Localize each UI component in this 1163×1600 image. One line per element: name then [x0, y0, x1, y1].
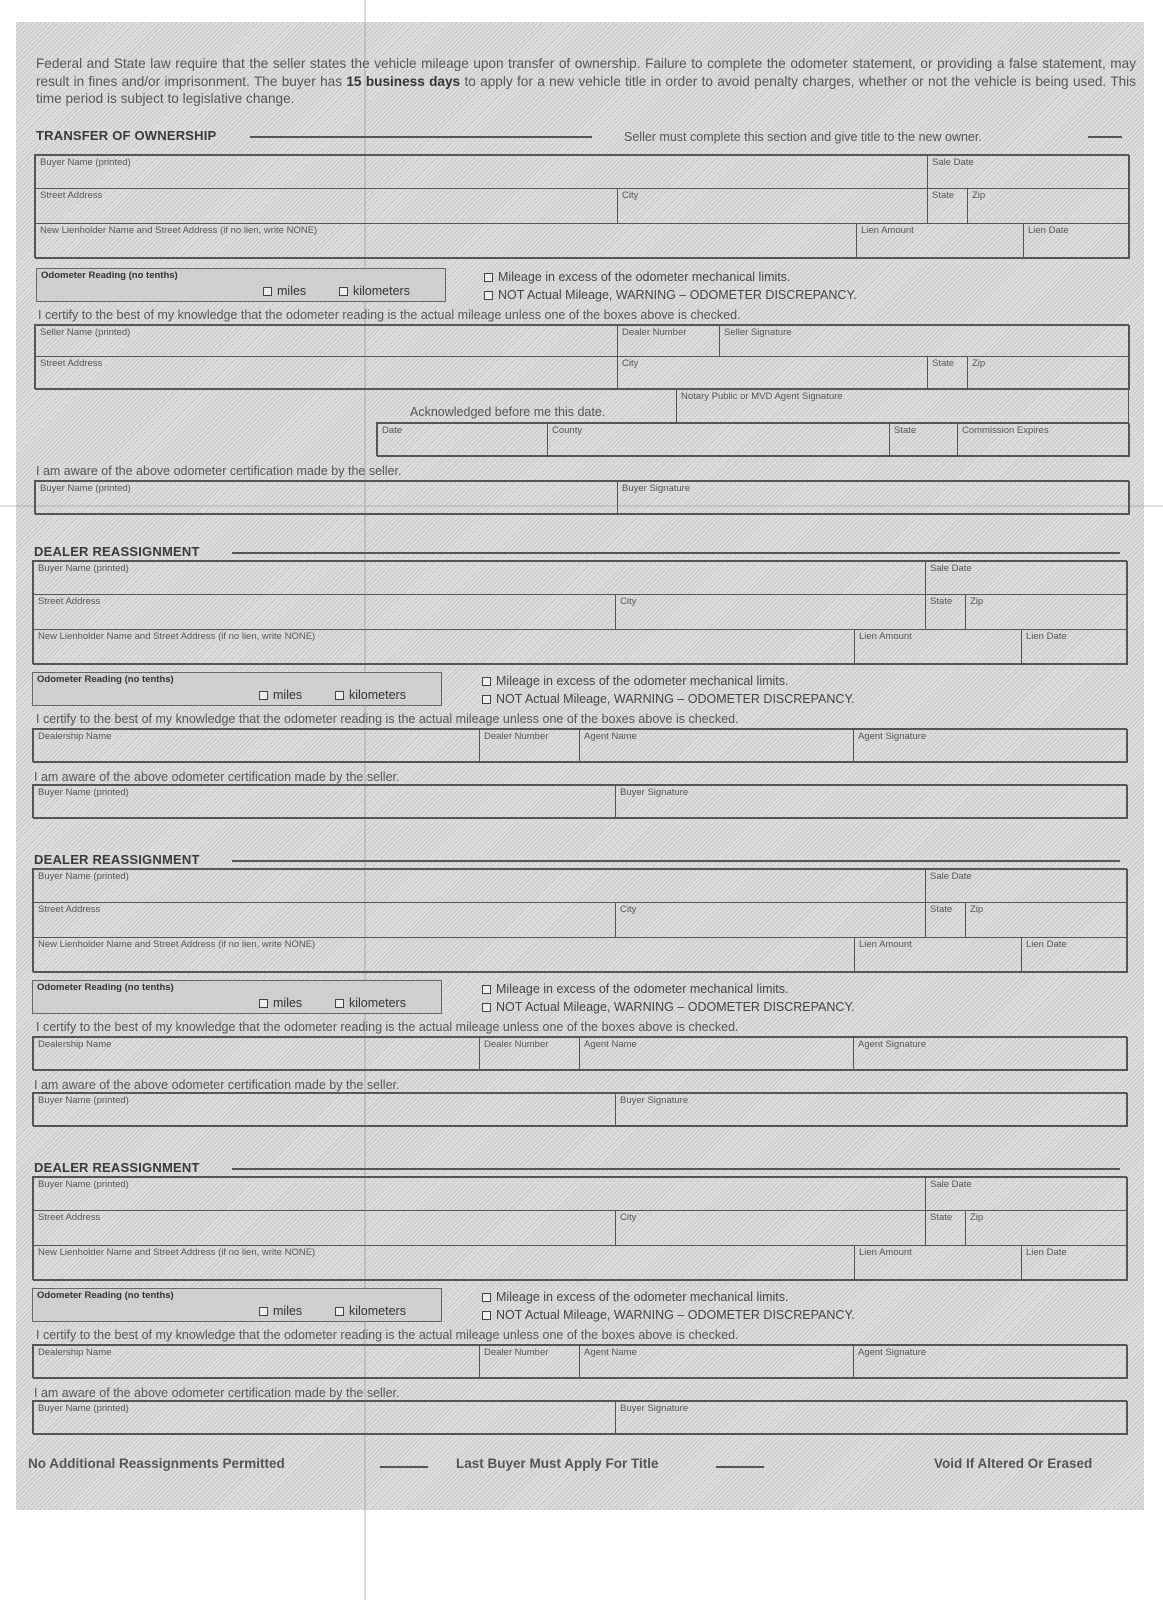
agent-signature-field[interactable]: [853, 729, 1128, 763]
dealership-name-field[interactable]: [33, 1037, 480, 1071]
not-actual-label: NOT Actual Mileage, WARNING – ODOMETER DISCREPANCY.: [496, 692, 855, 706]
section-rule-end: [1088, 136, 1122, 138]
seller-zip-field[interactable]: [967, 356, 1130, 390]
field-label: Sale Date: [932, 157, 974, 168]
lien-amount-field[interactable]: [854, 1245, 1022, 1281]
sale-date-field[interactable]: [925, 1177, 1128, 1211]
dealer-reassignment-section: [0, 1160, 1163, 1460]
buyer-signature-field[interactable]: [615, 785, 1128, 819]
miles-label: miles: [273, 996, 303, 1010]
field-label: Buyer Name (printed): [38, 1095, 129, 1106]
buyer-signature-box: [34, 480, 1129, 514]
miles-label: miles: [273, 688, 303, 702]
mileage-excess-label: Mileage in excess of the odometer mechanical limits.: [496, 674, 789, 688]
odometer-reading-field[interactable]: [32, 672, 442, 706]
field-label: Buyer Name (printed): [38, 787, 129, 798]
miles-checkbox[interactable]: [263, 287, 272, 296]
zip-field[interactable]: [965, 1210, 1128, 1246]
field-label: Commission Expires: [962, 425, 1049, 436]
mileage-excess-label: Mileage in excess of the odometer mechanical limits.: [496, 982, 789, 996]
not-actual-mileage-option: [482, 692, 855, 706]
kilometers-checkbox[interactable]: [335, 999, 344, 1008]
not-actual-label: NOT Actual Mileage, WARNING – ODOMETER DISCREPANCY.: [498, 288, 857, 302]
field-label: Lien Date: [1026, 939, 1067, 950]
section-rule: [232, 1168, 1120, 1170]
certify-statement: I certify to the best of my knowledge that the odometer reading is the actual mileage unless one of the boxes above is checked.: [36, 712, 739, 726]
field-label: Street Address: [38, 1212, 101, 1223]
section-note: Seller must complete this section and give title to the new owner.: [624, 130, 982, 144]
kilometers-label: kilometers: [349, 688, 406, 702]
field-label: Zip: [972, 190, 986, 201]
mileage-excess-option: [484, 270, 791, 284]
lien-date-field[interactable]: [1021, 937, 1128, 973]
not-actual-checkbox[interactable]: [482, 1003, 491, 1012]
miles-option: [263, 284, 306, 298]
kilometers-option: [335, 688, 406, 702]
section-title: DEALER REASSIGNMENT: [34, 852, 200, 867]
footer-rule-left: [380, 1466, 428, 1468]
aware-statement: I am aware of the above odometer certification made by the seller.: [36, 464, 402, 478]
field-label: Street Address: [38, 596, 101, 607]
buyer-signature-box: [32, 1092, 1127, 1126]
zip-field[interactable]: [965, 902, 1128, 938]
field-label: Lien Date: [1028, 225, 1069, 236]
aware-statement: I am aware of the above odometer certification made by the seller.: [34, 1386, 400, 1400]
field-label: New Lienholder Name and Street Address (if no lien, write NONE): [38, 631, 316, 642]
footer-left-text: No Additional Reassignments Permitted: [28, 1456, 285, 1471]
lien-amount-field[interactable]: [854, 937, 1022, 973]
aware-statement: I am aware of the above odometer certification made by the seller.: [34, 770, 400, 784]
lienholder-field[interactable]: [33, 1245, 855, 1281]
field-label: Dealer Number: [622, 327, 687, 338]
odometer-label: Odometer Reading (no tenths): [37, 1290, 174, 1301]
dealer-reassignment-section: [0, 544, 1163, 844]
field-label: Notary Public or MVD Agent Signature: [681, 391, 843, 402]
notary-signature-field[interactable]: [676, 389, 1129, 423]
not-actual-mileage-option: [484, 288, 857, 302]
mileage-excess-checkbox[interactable]: [482, 1293, 491, 1302]
field-label: Agent Signature: [858, 1347, 927, 1358]
field-label: State: [930, 1212, 953, 1223]
field-label: Dealership Name: [38, 1347, 112, 1358]
state-field[interactable]: [925, 902, 966, 938]
not-actual-label: NOT Actual Mileage, WARNING – ODOMETER DISCREPANCY.: [496, 1308, 855, 1322]
section-title: DEALER REASSIGNMENT: [34, 1160, 200, 1175]
buyer-info-box: [32, 868, 1127, 972]
buyer-name-printed-field[interactable]: [35, 481, 618, 515]
field-label: Lien Date: [1026, 631, 1067, 642]
intro-bold-days: 15 business days: [346, 73, 461, 89]
field-label: Buyer Signature: [620, 1403, 689, 1414]
dealer-number-field[interactable]: [479, 729, 580, 763]
field-label: City: [622, 358, 639, 369]
field-label: City: [622, 190, 639, 201]
field-label: Buyer Name (printed): [40, 157, 131, 168]
odometer-label: Odometer Reading (no tenths): [41, 270, 178, 281]
not-actual-mileage-option: [482, 1000, 855, 1014]
agent-name-field[interactable]: [579, 1037, 854, 1071]
field-label: Date: [382, 425, 403, 436]
field-label: Buyer Signature: [620, 1095, 689, 1106]
lien-amount-field[interactable]: [856, 223, 1024, 259]
field-label: State: [932, 358, 955, 369]
field-label: Street Address: [40, 190, 103, 201]
buyer-signature-field[interactable]: [615, 1093, 1128, 1127]
intro-paragraph: [36, 55, 1136, 108]
miles-label: miles: [277, 284, 307, 298]
street-address-field[interactable]: [33, 902, 616, 938]
street-address-field[interactable]: [33, 594, 616, 630]
kilometers-label: kilometers: [349, 996, 406, 1010]
field-label: Buyer Signature: [622, 483, 691, 494]
field-label: State: [930, 904, 953, 915]
field-label: Sale Date: [930, 1179, 972, 1190]
not-actual-checkbox[interactable]: [482, 695, 491, 704]
notary-county-field[interactable]: [547, 423, 890, 457]
certify-statement: I certify to the best of my knowledge that the odometer reading is the actual mileage unless one of the boxes above is checked.: [36, 1020, 739, 1034]
seller-state-field[interactable]: [927, 356, 968, 390]
field-label: State: [894, 425, 917, 436]
seller-street-field[interactable]: [35, 356, 618, 390]
field-label: Lien Amount: [859, 631, 912, 642]
buyer-name-printed-field[interactable]: [33, 1401, 616, 1435]
state-field[interactable]: [927, 188, 968, 224]
mileage-excess-label: Mileage in excess of the odometer mechanical limits.: [498, 270, 791, 284]
buyer-info-box: [32, 560, 1127, 664]
field-label: Dealership Name: [38, 731, 112, 742]
field-label: Sale Date: [930, 563, 972, 574]
field-label: County: [552, 425, 583, 436]
not-actual-label: NOT Actual Mileage, WARNING – ODOMETER DISCREPANCY.: [496, 1000, 855, 1014]
dealer-number-field[interactable]: [617, 325, 720, 357]
street-address-field[interactable]: [35, 188, 618, 224]
odometer-label: Odometer Reading (no tenths): [37, 674, 174, 685]
mileage-excess-checkbox[interactable]: [482, 985, 491, 994]
city-field[interactable]: [617, 188, 928, 224]
buyer-name-field[interactable]: [35, 155, 928, 189]
field-label: Zip: [970, 596, 984, 607]
mileage-excess-checkbox[interactable]: [482, 677, 491, 686]
city-field[interactable]: [615, 1210, 926, 1246]
intro-text-2: to apply for a new vehicle title in order to avoid penalty charges, whether or not the vehicle is being used. This time period is subject to legislative change.: [36, 73, 1137, 106]
field-label: Street Address: [38, 904, 101, 915]
mileage-excess-option: [482, 982, 789, 996]
miles-checkbox[interactable]: [259, 999, 268, 1008]
field-label: Seller Name (printed): [40, 327, 131, 338]
dealer-number-field[interactable]: [479, 1037, 580, 1071]
intro-text-1: Federal and State law require that the seller states the vehicle mileage upon transfer of ownership. Failure to complete the odometer statement, or providing a false statement, may result in fines and/or imprisonment. The buyer has: [36, 56, 1136, 89]
notary-state-field[interactable]: [889, 423, 958, 457]
field-label: Lien Date: [1026, 1247, 1067, 1258]
sale-date-field[interactable]: [925, 561, 1128, 595]
dealership-name-field[interactable]: [33, 1345, 480, 1379]
not-actual-mileage-option: [482, 1308, 855, 1322]
sale-date-field[interactable]: [925, 869, 1128, 903]
seller-info-box: [34, 324, 1129, 389]
certify-statement: I certify to the best of my knowledge that the odometer reading is the actual mileage unless one of the boxes above is checked.: [36, 1328, 739, 1342]
footer-center-text: Last Buyer Must Apply For Title: [456, 1456, 659, 1471]
odometer-reading-field[interactable]: [32, 1288, 442, 1322]
kilometers-option: [339, 284, 410, 298]
field-label: Buyer Signature: [620, 787, 689, 798]
miles-label: miles: [273, 1304, 303, 1318]
kilometers-label: kilometers: [349, 1304, 406, 1318]
buyer-signature-field[interactable]: [615, 1401, 1128, 1435]
city-field[interactable]: [615, 902, 926, 938]
kilometers-option: [335, 996, 406, 1010]
aware-statement: I am aware of the above odometer certification made by the seller.: [34, 1078, 400, 1092]
kilometers-checkbox[interactable]: [335, 691, 344, 700]
buyer-name-printed-field[interactable]: [33, 1093, 616, 1127]
buyer-info-box: [32, 1176, 1127, 1280]
kilometers-label: kilometers: [353, 284, 410, 298]
state-field[interactable]: [925, 1210, 966, 1246]
kilometers-checkbox[interactable]: [339, 287, 348, 296]
kilometers-checkbox[interactable]: [335, 1307, 344, 1316]
commission-expires-field[interactable]: [957, 423, 1130, 457]
footer-right-text: Void If Altered Or Erased: [934, 1456, 1093, 1471]
state-field[interactable]: [925, 594, 966, 630]
mileage-excess-option: [482, 1290, 789, 1304]
field-label: Buyer Name (printed): [38, 871, 129, 882]
lienholder-field[interactable]: [35, 223, 857, 259]
seller-city-field[interactable]: [617, 356, 928, 390]
buyer-name-printed-field[interactable]: [33, 785, 616, 819]
field-label: State: [932, 190, 955, 201]
odometer-label: Odometer Reading (no tenths): [37, 982, 174, 993]
lien-date-field[interactable]: [1023, 223, 1130, 259]
section-rule: [232, 860, 1120, 862]
field-label: Buyer Name (printed): [40, 483, 131, 494]
miles-checkbox[interactable]: [259, 1307, 268, 1316]
lienholder-field[interactable]: [33, 937, 855, 973]
field-label: New Lienholder Name and Street Address (if no lien, write NONE): [40, 225, 318, 236]
agent-signature-field[interactable]: [853, 1037, 1128, 1071]
field-label: Agent Name: [584, 731, 637, 742]
street-address-field[interactable]: [33, 1210, 616, 1246]
sale-date-field[interactable]: [927, 155, 1130, 189]
field-label: Buyer Name (printed): [38, 1179, 129, 1190]
seller-name-field[interactable]: [35, 325, 618, 357]
buyer-signature-field[interactable]: [617, 481, 1130, 515]
agent-name-field[interactable]: [579, 729, 854, 763]
field-label: Dealership Name: [38, 1039, 112, 1050]
miles-checkbox[interactable]: [259, 691, 268, 700]
transfer-of-ownership-section: [0, 128, 1163, 494]
buyer-signature-box: [32, 1400, 1127, 1434]
mileage-excess-label: Mileage in excess of the odometer mechanical limits.: [496, 1290, 789, 1304]
buyer-info-box: [34, 154, 1129, 258]
field-label: Dealer Number: [484, 1347, 549, 1358]
notary-box: [376, 422, 1129, 456]
field-label: Lien Amount: [859, 939, 912, 950]
buyer-name-field[interactable]: [33, 1177, 926, 1211]
acknowledged-text: Acknowledged before me this date.: [410, 405, 606, 419]
field-label: Lien Amount: [859, 1247, 912, 1258]
not-actual-checkbox[interactable]: [482, 1311, 491, 1320]
footer-rule-right: [716, 1466, 764, 1468]
miles-option: [259, 688, 302, 702]
lien-date-field[interactable]: [1021, 1245, 1128, 1281]
dealership-name-field[interactable]: [33, 729, 480, 763]
odometer-reading-field[interactable]: [36, 268, 446, 302]
field-label: Buyer Name (printed): [38, 563, 129, 574]
field-label: Zip: [970, 1212, 984, 1223]
field-label: New Lienholder Name and Street Address (if no lien, write NONE): [38, 939, 316, 950]
buyer-name-field[interactable]: [33, 869, 926, 903]
zip-field[interactable]: [967, 188, 1130, 224]
dealer-reassignment-section: [0, 852, 1163, 1152]
mileage-excess-checkbox[interactable]: [484, 273, 493, 282]
not-actual-checkbox[interactable]: [484, 291, 493, 300]
miles-option: [259, 1304, 302, 1318]
dealer-number-field[interactable]: [479, 1345, 580, 1379]
field-label: Lien Amount: [861, 225, 914, 236]
field-label: Agent Signature: [858, 731, 927, 742]
lien-date-field[interactable]: [1021, 629, 1128, 665]
seller-signature-field[interactable]: [719, 325, 1130, 357]
field-label: Agent Signature: [858, 1039, 927, 1050]
field-label: Dealer Number: [484, 731, 549, 742]
field-label: New Lienholder Name and Street Address (if no lien, write NONE): [38, 1247, 316, 1258]
certify-statement: I certify to the best of my knowledge that the odometer reading is the actual mileage unless one of the boxes above is checked.: [38, 308, 741, 322]
field-label: City: [620, 1212, 637, 1223]
section-title: DEALER REASSIGNMENT: [34, 544, 200, 559]
lienholder-field[interactable]: [33, 629, 855, 665]
field-label: Zip: [972, 358, 986, 369]
city-field[interactable]: [615, 594, 926, 630]
field-label: Agent Name: [584, 1039, 637, 1050]
field-label: Dealer Number: [484, 1039, 549, 1050]
buyer-name-field[interactable]: [33, 561, 926, 595]
lien-amount-field[interactable]: [854, 629, 1022, 665]
field-label: Sale Date: [930, 871, 972, 882]
field-label: State: [930, 596, 953, 607]
kilometers-option: [335, 1304, 406, 1318]
section-rule: [232, 552, 1120, 554]
section-title: TRANSFER OF OWNERSHIP: [36, 128, 217, 143]
dealership-box: [32, 1344, 1127, 1378]
notary-date-field[interactable]: [377, 423, 548, 457]
field-label: Agent Name: [584, 1347, 637, 1358]
field-label: City: [620, 596, 637, 607]
field-label: Zip: [970, 904, 984, 915]
mileage-excess-option: [482, 674, 789, 688]
section-rule: [250, 136, 592, 138]
dealership-box: [32, 1036, 1127, 1070]
field-label: City: [620, 904, 637, 915]
agent-signature-field[interactable]: [853, 1345, 1128, 1379]
agent-name-field[interactable]: [579, 1345, 854, 1379]
odometer-reading-field[interactable]: [32, 980, 442, 1014]
zip-field[interactable]: [965, 594, 1128, 630]
field-label: Seller Signature: [724, 327, 792, 338]
dealership-box: [32, 728, 1127, 762]
miles-option: [259, 996, 302, 1010]
field-label: Street Address: [40, 358, 103, 369]
buyer-signature-box: [32, 784, 1127, 818]
field-label: Buyer Name (printed): [38, 1403, 129, 1414]
